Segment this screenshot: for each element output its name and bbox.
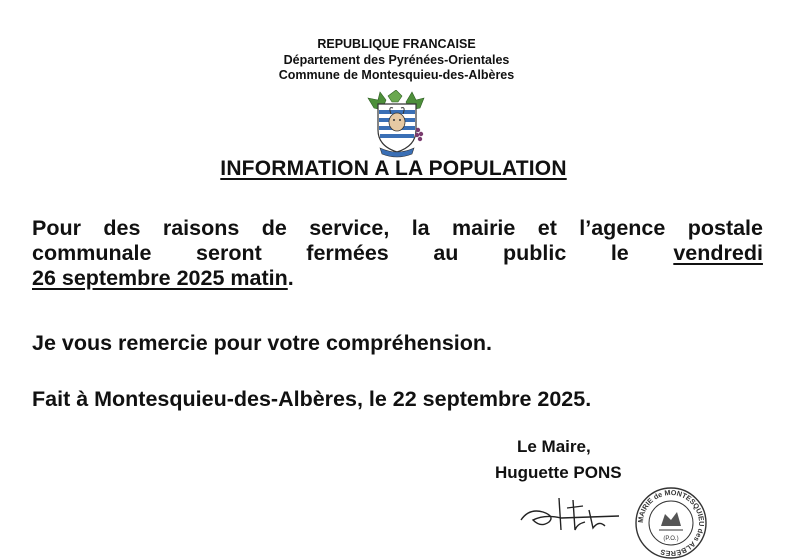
handwritten-signature-icon: [515, 490, 625, 535]
header-department: Département des Pyrénées-Orientales: [283, 52, 510, 67]
official-stamp-icon: [631, 486, 711, 560]
notice-line-3: [32, 266, 763, 291]
word: raisons: [162, 216, 240, 240]
word: public: [502, 241, 567, 265]
word: des: [103, 216, 141, 240]
header-republic: REPUBLIQUE FRANCAISE: [317, 37, 476, 51]
word: la: [411, 216, 430, 240]
word: mairie: [452, 216, 516, 240]
place-and-date: Fait à Montesquieu-des-Albères, le 22 septembre 2025.: [32, 387, 592, 411]
header-commune: Commune de Montesquieu-des-Albères: [278, 68, 515, 82]
word: au: [433, 241, 459, 265]
word: de: [261, 216, 287, 240]
stamp-subtext: (P.O.): [663, 536, 679, 542]
word: service,: [309, 216, 390, 240]
notice-line-2: [32, 241, 763, 266]
closure-date: 26 septembre 2025 matin: [32, 266, 288, 290]
word: l’agence: [579, 216, 666, 240]
coat-of-arms-icon: [366, 90, 428, 158]
thanks-text: Je vous remercie pour votre compréhension.: [32, 331, 493, 355]
notice-line-1: [32, 216, 763, 241]
signatory-title: Le Maire,: [517, 437, 591, 456]
word: fermées: [306, 241, 389, 265]
signatory-name: Huguette PONS: [495, 463, 622, 482]
word: seront: [196, 241, 262, 265]
closure-day: vendredi: [673, 241, 763, 265]
closure-notice: [32, 216, 763, 291]
period: .: [287, 266, 294, 290]
word: et: [537, 216, 557, 240]
word: le: [610, 241, 629, 265]
word: postale: [687, 216, 763, 240]
stamp-text: MAIRIE de MONTESQUIEU des ALBÈRES: [635, 487, 707, 559]
word: Pour: [32, 216, 81, 240]
word: communale: [32, 241, 152, 265]
document-header: [0, 37, 787, 84]
notice-title: INFORMATION A LA POPULATION: [220, 157, 567, 180]
